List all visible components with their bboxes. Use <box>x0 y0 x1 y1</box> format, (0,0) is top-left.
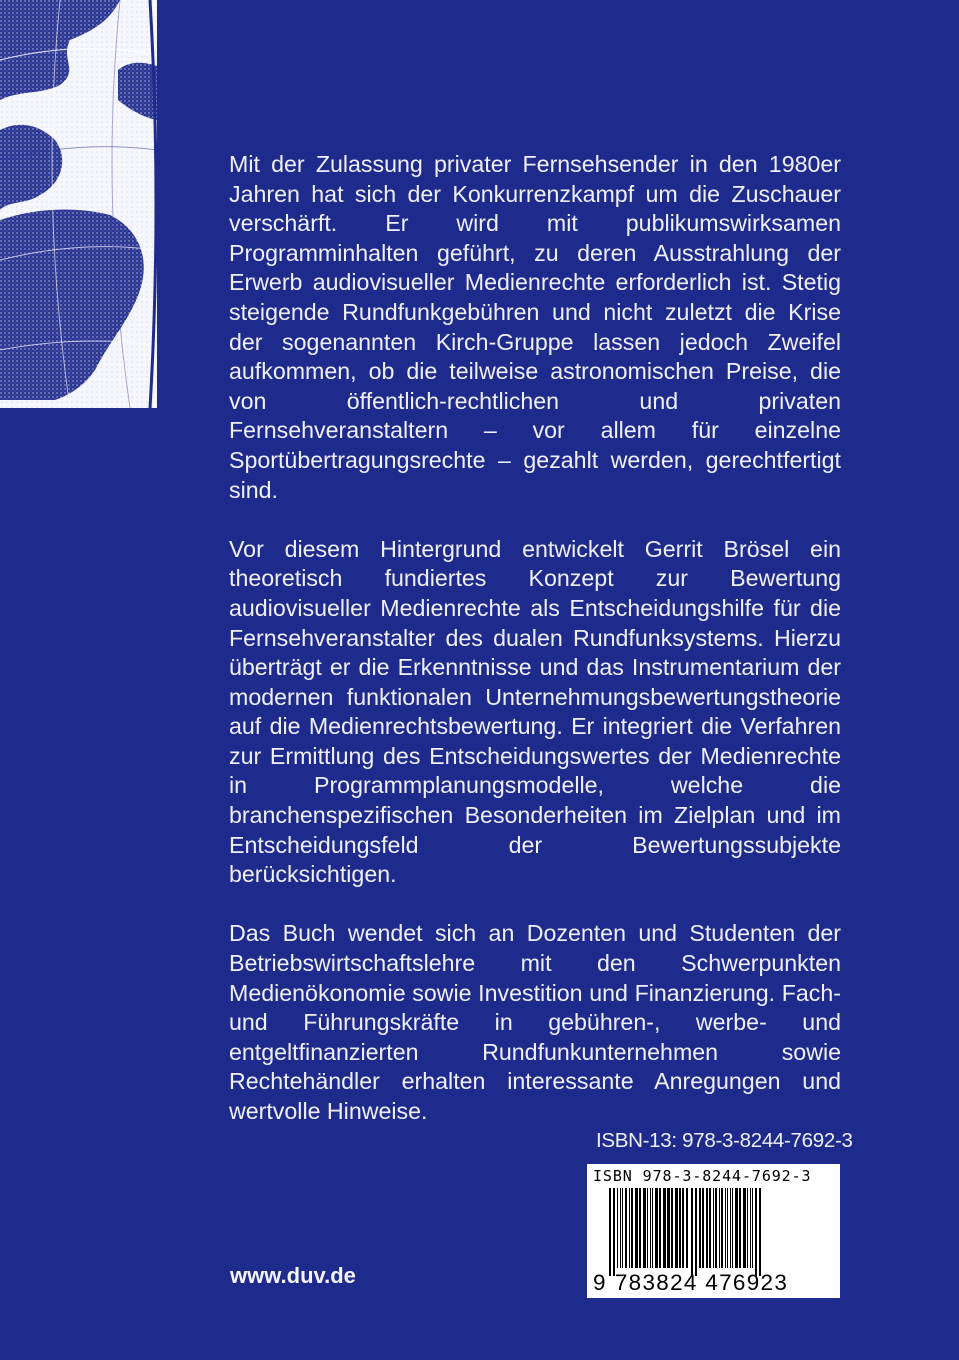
barcode-bar <box>706 1188 708 1268</box>
barcode-bar <box>702 1188 704 1268</box>
barcode-bar <box>719 1188 720 1268</box>
barcode-bar <box>743 1188 746 1268</box>
barcode-bar <box>655 1188 658 1268</box>
blurb-paragraph-3: Das Buch wendet sich an Dozenten und Studenten der Betriebswirtschaftslehre mit den Schwerpunkten Medienökonomie sowie Investition und Finanzierung. Fach- und Führungskräfte in gebühren-, werbe- und entgeltfinanzierten Rundfunkunternehmen sowie Rechtehändler erhalten interessante Anregungen und wertvolle Hinweise. <box>229 920 841 1124</box>
barcode-bar <box>750 1188 751 1268</box>
barcode-bar <box>631 1188 633 1268</box>
barcode-isbn-text: ISBN 978-3-8244-7692-3 <box>593 1167 812 1185</box>
barcode-bar <box>617 1188 618 1268</box>
barcode-bar <box>695 1188 697 1276</box>
barcode-bar <box>667 1188 670 1268</box>
barcode-bar <box>679 1188 681 1268</box>
barcode-bar <box>613 1188 615 1276</box>
barcode-bar <box>625 1188 627 1268</box>
barcode-bar <box>686 1188 688 1268</box>
publisher-url[interactable]: www.duv.de <box>230 1263 356 1288</box>
barcode-bar <box>675 1188 678 1268</box>
barcode-bar <box>735 1188 738 1268</box>
barcode-number: 783824 476923 <box>614 1270 789 1295</box>
barcode-bar <box>629 1188 630 1268</box>
isbn-label: ISBN-13: 978-3-8244-7692-3 <box>596 1129 853 1152</box>
barcode-bar <box>709 1188 711 1268</box>
barcode-bar <box>732 1188 733 1268</box>
barcode-bar <box>759 1188 761 1276</box>
barcode-bar <box>647 1188 648 1268</box>
barcode-bar <box>739 1188 741 1268</box>
barcode-bar <box>639 1188 641 1268</box>
barcode-bar <box>725 1188 726 1268</box>
barcode-bar <box>652 1188 653 1268</box>
barcode-bar <box>671 1188 673 1268</box>
barcode-bar <box>620 1188 621 1268</box>
barcode-bar <box>682 1188 684 1268</box>
barcode-bar <box>622 1188 623 1268</box>
barcode-lead-digit: 9 <box>593 1270 607 1295</box>
barcode-bar <box>747 1188 748 1268</box>
barcode-bar <box>635 1188 638 1268</box>
barcode-bar <box>721 1188 723 1268</box>
blurb-text <box>229 150 853 1156</box>
blurb-paragraph-1: Mit der Zulassung privater Fernsehsender in den 1980er Jahren hat sich der Konkurrenzkampf um die Zuschauer verschärft. Er wird mit publikumswirksamen Programminhalten geführt, zu deren Ausstrahlung der Erwerb audiovisueller Medienrechte erforderlich ist. Stetig steigende Rundfunkgebühren und nicht zuletzt die Krise der sogenannten Kirch-Gruppe lassen jedoch Zweifel aufkommen, ob die teilweise astronomischen Preise, die von öffentlich-rechtlichen und privaten Fernsehveranstaltern – vor allem für einzelne Sportübertragungsrechte – gezahlt werden, gerechtfertigt sind. <box>229 151 841 503</box>
barcode-bar <box>643 1188 646 1268</box>
barcode <box>587 1164 840 1298</box>
barcode-bar <box>752 1188 753 1268</box>
barcode-bar <box>715 1188 717 1268</box>
barcode-bar <box>663 1188 666 1268</box>
barcode-bar <box>609 1188 611 1276</box>
barcode-bar <box>713 1188 714 1268</box>
globe-icon <box>0 0 157 408</box>
barcode-bar <box>650 1188 651 1268</box>
barcode-bar <box>727 1188 728 1268</box>
blurb-paragraph-2: Vor diesem Hintergrund entwickelt Gerrit Brösel ein theoretisch fundiertes Konzept zur Bewertung audiovisueller Medienrechte als Entscheidungshilfe für die Fernsehveranstalter des dualen Rundfunksystems. Hierzu überträgt er die Erkenntnisse und das Instrumentarium der modernen funktionalen Unternehmungsbewertungstheorie auf die Medienrechtsbewertung. Er integriert die Verfahren zur Ermittlung des Entscheidungswertes der Medienrechte in Programmplanungsmodelle, welche die branchenspezifischen Besonderheiten im Zielplan und im Entscheidungsfeld der Bewertungssubjekte berücksichtigen. <box>229 535 841 888</box>
barcode-digits <box>593 1270 788 1296</box>
barcode-bar <box>730 1188 731 1268</box>
globe-image <box>0 0 157 408</box>
barcode-bar <box>659 1188 661 1268</box>
barcode-bar <box>699 1188 701 1268</box>
barcode-bar <box>755 1188 757 1276</box>
barcode-bar <box>691 1188 693 1276</box>
